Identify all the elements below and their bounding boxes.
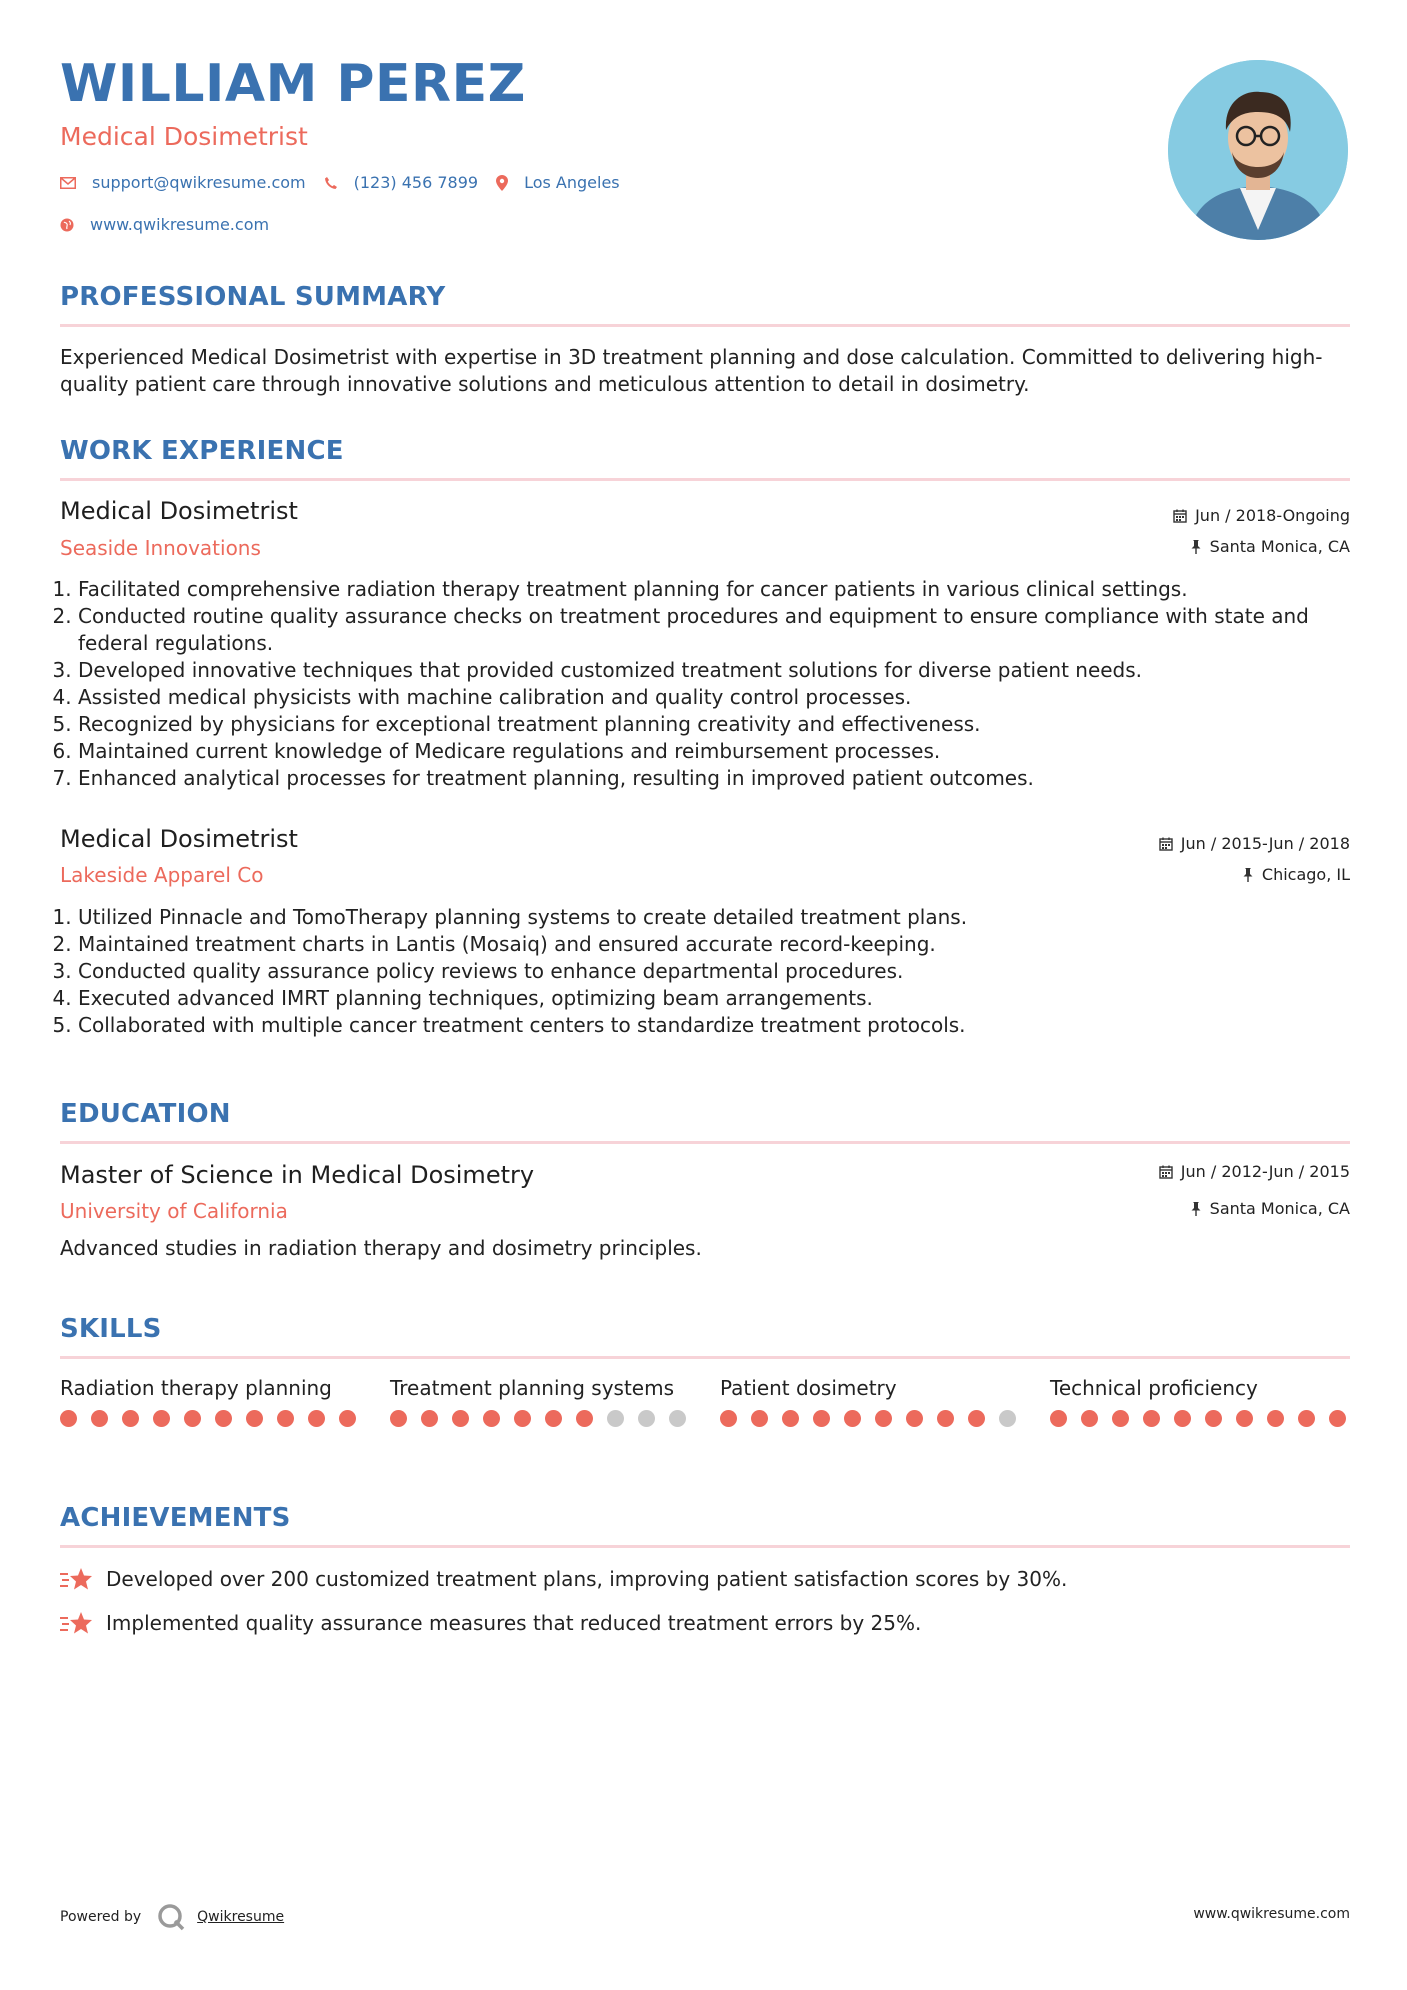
- star-icon: [60, 1610, 94, 1636]
- list-item: 5. Recognized by physicians for exceptional treatment planning creativity and effectiveness.: [78, 711, 1348, 738]
- email-text: support@qwikresume.com: [92, 173, 306, 192]
- rating-dot-filled: [813, 1410, 830, 1427]
- list-item: 3. Developed innovative techniques that provided customized treatment solutions for diverse patient needs.: [78, 657, 1348, 684]
- section-divider: [60, 324, 1350, 327]
- skill-name: Treatment planning systems: [390, 1376, 674, 1400]
- skill-rating: [390, 1410, 690, 1427]
- contact-location: [496, 173, 620, 192]
- rating-dot-filled: [1267, 1410, 1284, 1427]
- summary-heading-text: PROFESSIONAL SUMMARY: [60, 282, 446, 312]
- rating-dot-filled: [1050, 1410, 1067, 1427]
- footer-branding: [60, 1903, 284, 1931]
- rating-dot-filled: [1329, 1410, 1346, 1427]
- rating-dot-filled: [339, 1410, 356, 1427]
- list-item: 3. Conducted quality assurance policy reviews to enhance departmental procedures.: [78, 958, 1348, 985]
- calendar-icon: [1159, 1165, 1173, 1179]
- rating-dot-filled: [937, 1410, 954, 1427]
- job-bullets: [60, 576, 1348, 792]
- rating-dot-filled: [906, 1410, 923, 1427]
- list-item: 6. Maintained current knowledge of Medicare regulations and reimbursement processes.: [78, 738, 1348, 765]
- rating-dot-filled: [60, 1410, 77, 1427]
- job-bullets: [60, 904, 1348, 1039]
- achievement-item: [60, 1610, 921, 1636]
- rating-dot-filled: [968, 1410, 985, 1427]
- job-location-text: Chicago, IL: [1261, 865, 1350, 884]
- list-item: 4. Assisted medical physicists with machine calibration and quality control processes.: [78, 684, 1348, 711]
- star-icon: [60, 1566, 94, 1592]
- rating-dot-filled: [576, 1410, 593, 1427]
- rating-dot-filled: [215, 1410, 232, 1427]
- skill-name: Radiation therapy planning: [60, 1376, 332, 1400]
- job-company: Lakeside Apparel Co: [60, 863, 264, 887]
- rating-dot-filled: [1174, 1410, 1191, 1427]
- rating-dot-filled: [277, 1410, 294, 1427]
- rating-dot-filled: [782, 1410, 799, 1427]
- rating-dot-filled: [184, 1410, 201, 1427]
- list-item: 2. Conducted routine quality assurance checks on treatment procedures and equipment to ensure compliance with state and federal regulations.: [78, 603, 1348, 657]
- skill-item: [1050, 1375, 1350, 1427]
- job-dates: [1159, 834, 1350, 853]
- degree-title: Master of Science in Medical Dosimetry: [60, 1161, 535, 1189]
- rating-dot-filled: [1081, 1410, 1098, 1427]
- skill-rating: [60, 1410, 360, 1427]
- rating-dot-filled: [751, 1410, 768, 1427]
- section-divider: [60, 1356, 1350, 1359]
- rating-dot-empty: [669, 1410, 686, 1427]
- pushpin-icon: [1242, 867, 1254, 882]
- rating-dot-empty: [607, 1410, 624, 1427]
- contact-row-website: [60, 215, 287, 234]
- job-dates-text: Jun / 2015-Jun / 2018: [1180, 834, 1350, 853]
- rating-dot-filled: [246, 1410, 263, 1427]
- qwikresume-link[interactable]: Qwikresume: [197, 1909, 285, 1925]
- contact-email[interactable]: [60, 173, 306, 192]
- job-dates: [1173, 506, 1350, 525]
- job-title: Medical Dosimetrist: [60, 825, 298, 853]
- skill-item: [60, 1375, 360, 1427]
- globe-icon: [60, 218, 74, 232]
- job-location-text: Santa Monica, CA: [1209, 537, 1350, 556]
- phone-icon: [324, 176, 338, 190]
- rating-dot-filled: [545, 1410, 562, 1427]
- list-item: 1. Facilitated comprehensive radiation therapy treatment planning for cancer patients in various clinical settings.: [78, 576, 1348, 603]
- location-text: Los Angeles: [524, 173, 620, 192]
- education-location-text: Santa Monica, CA: [1209, 1199, 1350, 1218]
- list-item: 1. Utilized Pinnacle and TomoTherapy planning systems to create detailed treatment plans.: [78, 904, 1348, 931]
- skill-rating: [720, 1410, 1020, 1427]
- rating-dot-filled: [844, 1410, 861, 1427]
- list-item: 4. Executed advanced IMRT planning techniques, optimizing beam arrangements.: [78, 985, 1348, 1012]
- rating-dot-filled: [720, 1410, 737, 1427]
- envelope-icon: [60, 177, 76, 189]
- school-name: University of California: [60, 1199, 288, 1223]
- skills-heading-text: SKILLS: [60, 1314, 162, 1344]
- skill-rating: [1050, 1410, 1350, 1427]
- list-item: 2. Maintained treatment charts in Lantis (Mosaiq) and ensured accurate record-keeping.: [78, 931, 1348, 958]
- rating-dot-filled: [1205, 1410, 1222, 1427]
- contact-website[interactable]: [60, 215, 269, 234]
- pushpin-icon: [1190, 539, 1202, 554]
- rating-dot-filled: [390, 1410, 407, 1427]
- rating-dot-filled: [421, 1410, 438, 1427]
- contact-row: [60, 173, 638, 192]
- education-heading: [60, 1099, 1350, 1129]
- qwikresume-logo-icon: [157, 1903, 185, 1931]
- list-item: 7. Enhanced analytical processes for treatment planning, resulting in improved patient outcomes.: [78, 765, 1348, 792]
- skill-name: Technical proficiency: [1050, 1376, 1258, 1400]
- calendar-icon: [1173, 509, 1187, 523]
- rating-dot-filled: [91, 1410, 108, 1427]
- achievement-item: [60, 1566, 1067, 1592]
- rating-dot-filled: [1236, 1410, 1253, 1427]
- rating-dot-empty: [999, 1410, 1016, 1427]
- section-divider: [60, 1545, 1350, 1548]
- rating-dot-filled: [308, 1410, 325, 1427]
- education-dates-text: Jun / 2012-Jun / 2015: [1180, 1162, 1350, 1181]
- achievements-heading-text: ACHIEVEMENTS: [60, 1503, 291, 1533]
- rating-dot-filled: [1112, 1410, 1129, 1427]
- resume-page: [60, 0, 1350, 1990]
- skill-name: Patient dosimetry: [720, 1376, 897, 1400]
- list-item: 5. Collaborated with multiple cancer treatment centers to standardize treatment protocols.: [78, 1012, 1348, 1039]
- avatar: [1168, 60, 1348, 240]
- website-text: www.qwikresume.com: [90, 215, 270, 234]
- section-divider: [60, 478, 1350, 481]
- rating-dot-filled: [483, 1410, 500, 1427]
- rating-dot-filled: [153, 1410, 170, 1427]
- achievement-text: Developed over 200 customized treatment plans, improving patient satisfaction scores by 30%.: [106, 1567, 1068, 1591]
- calendar-icon: [1159, 837, 1173, 851]
- section-divider: [60, 1141, 1350, 1144]
- rating-dot-filled: [122, 1410, 139, 1427]
- achievement-text: Implemented quality assurance measures that reduced treatment errors by 25%.: [106, 1611, 922, 1635]
- pushpin-icon: [1190, 1201, 1202, 1216]
- rating-dot-filled: [452, 1410, 469, 1427]
- experience-heading: [60, 436, 1350, 466]
- footer-url[interactable]: www.qwikresume.com: [1193, 1906, 1350, 1922]
- rating-dot-empty: [638, 1410, 655, 1427]
- rating-dot-filled: [1143, 1410, 1160, 1427]
- rating-dot-filled: [514, 1410, 531, 1427]
- job-location: [1242, 865, 1350, 884]
- job-title: Medical Dosimetrist: [60, 497, 298, 525]
- skill-item: [720, 1375, 1020, 1427]
- education-heading-text: EDUCATION: [60, 1099, 231, 1129]
- skills-heading: [60, 1314, 1350, 1344]
- phone-text: (123) 456 7899: [353, 173, 479, 192]
- experience-heading-text: WORK EXPERIENCE: [60, 436, 344, 466]
- achievements-heading: [60, 1503, 1350, 1533]
- job-dates-text: Jun / 2018-Ongoing: [1195, 506, 1350, 525]
- skill-item: [390, 1375, 690, 1427]
- summary-heading: [60, 282, 1350, 312]
- candidate-title: Medical Dosimetrist: [60, 122, 308, 151]
- education-description: Advanced studies in radiation therapy and dosimetry principles.: [60, 1236, 702, 1260]
- contact-phone[interactable]: [324, 173, 478, 192]
- rating-dot-filled: [875, 1410, 892, 1427]
- education-location: [1190, 1199, 1350, 1218]
- job-company: Seaside Innovations: [60, 536, 261, 560]
- summary-text: Experienced Medical Dosimetrist with expertise in 3D treatment planning and dose calculation. Committed to delivering high-quality patient care through innovative solutions and meticulous attention to detail in dosimetry.: [60, 345, 1323, 396]
- education-dates: [1159, 1162, 1350, 1181]
- job-location: [1190, 537, 1350, 556]
- rating-dot-filled: [1298, 1410, 1315, 1427]
- map-pin-icon: [496, 175, 508, 191]
- powered-by-text: Powered by: [60, 1909, 142, 1925]
- candidate-name: WILLIAM PEREZ: [60, 54, 526, 114]
